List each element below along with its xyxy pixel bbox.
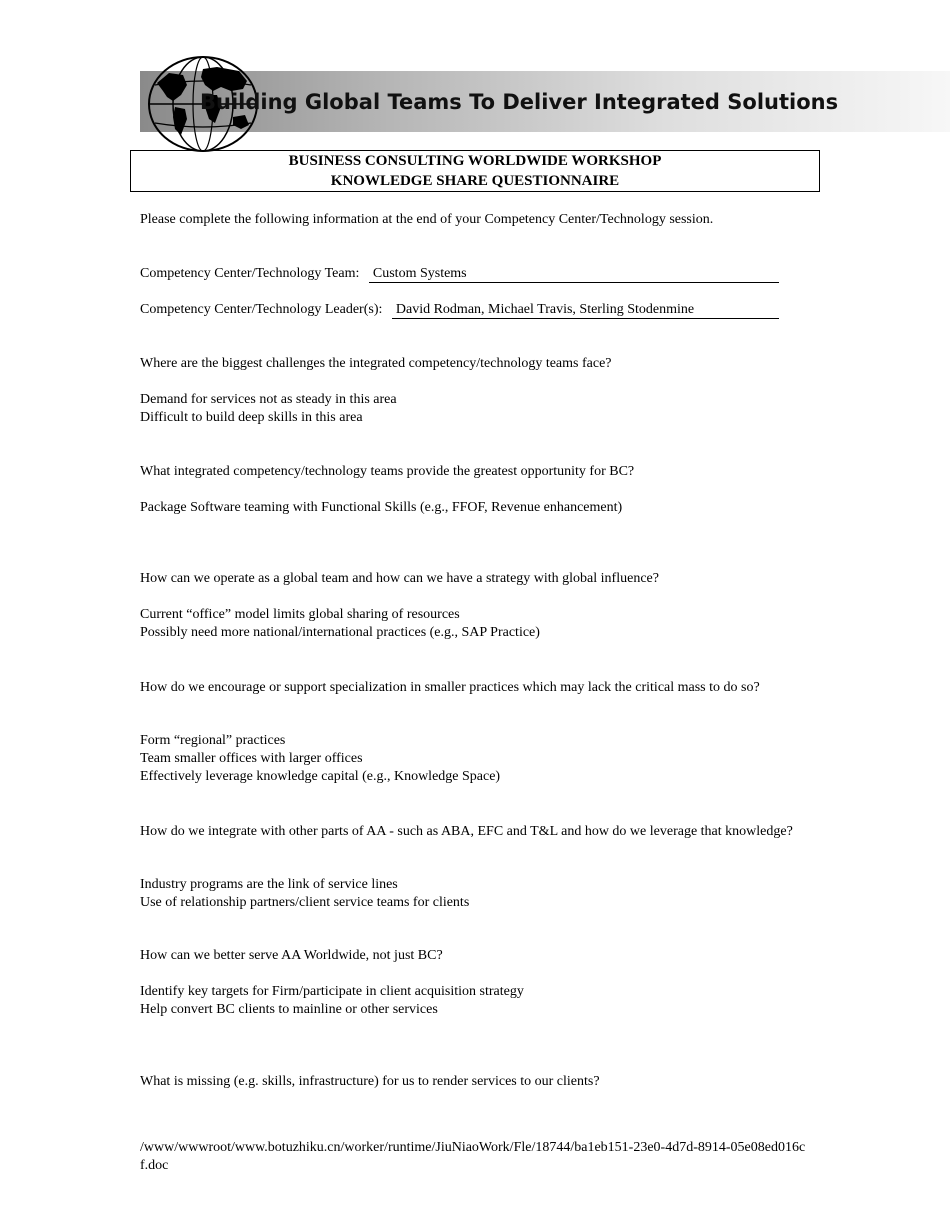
leaders-label: Competency Center/Technology Leader(s): bbox=[140, 302, 383, 317]
questionnaire-header bbox=[130, 150, 820, 192]
intro-text: Please complete the following information at the end of your Competency Center/Technology session. bbox=[140, 212, 714, 227]
header-line-2: KNOWLEDGE SHARE QUESTIONNAIRE bbox=[330, 173, 620, 189]
answer-4-1: Form “regional” practices bbox=[140, 733, 286, 748]
answer-6-2: Help convert BC clients to mainline or other services bbox=[140, 1002, 438, 1017]
leaders-row bbox=[140, 302, 779, 319]
leaders-value: David Rodman, Michael Travis, Sterling Stodenmine bbox=[392, 302, 779, 319]
question-7: What is missing (e.g. skills, infrastructure) for us to render services to our clients? bbox=[140, 1074, 600, 1089]
question-6: How can we better serve AA Worldwide, not just BC? bbox=[140, 948, 443, 963]
answer-1-2: Difficult to build deep skills in this area bbox=[140, 410, 363, 425]
answer-5-1: Industry programs are the link of service lines bbox=[140, 877, 398, 892]
banner-title: Building Global Teams To Deliver Integrated Solutions bbox=[200, 90, 839, 114]
team-row bbox=[140, 266, 779, 283]
answer-5-2: Use of relationship partners/client service teams for clients bbox=[140, 895, 470, 910]
answer-2-1: Package Software teaming with Functional Skills (e.g., FFOF, Revenue enhancement) bbox=[140, 500, 623, 515]
team-value: Custom Systems bbox=[369, 266, 779, 283]
question-5: How do we integrate with other parts of AA - such as ABA, EFC and T&L and how do we leverage that knowledge? bbox=[140, 824, 793, 839]
answer-1-1: Demand for services not as steady in this area bbox=[140, 392, 397, 407]
footer-file-path: /www/wwwroot/www.botuzhiku.cn/worker/runtime/JiuNiaoWork/Fle/18744/ba1eb151-23e0-4d7d-8914-05e08ed016cf.doc bbox=[140, 1140, 806, 1173]
answer-4-3: Effectively leverage knowledge capital (e.g., Knowledge Space) bbox=[140, 769, 501, 784]
team-label: Competency Center/Technology Team: bbox=[140, 266, 360, 281]
question-3: How can we operate as a global team and how can we have a strategy with global influence? bbox=[140, 571, 659, 586]
answer-4-2: Team smaller offices with larger offices bbox=[140, 751, 363, 766]
question-4: How do we encourage or support specialization in smaller practices which may lack the critical mass to do so? bbox=[140, 680, 760, 695]
answer-6-1: Identify key targets for Firm/participate in client acquisition strategy bbox=[140, 984, 524, 999]
answer-3-1: Current “office” model limits global sharing of resources bbox=[140, 607, 460, 622]
header-line-1: BUSINESS CONSULTING WORLDWIDE WORKSHOP bbox=[288, 153, 662, 169]
question-2: What integrated competency/technology teams provide the greatest opportunity for BC? bbox=[140, 464, 635, 479]
question-1: Where are the biggest challenges the integrated competency/technology teams face? bbox=[140, 356, 612, 371]
answer-3-2: Possibly need more national/international practices (e.g., SAP Practice) bbox=[140, 625, 540, 640]
